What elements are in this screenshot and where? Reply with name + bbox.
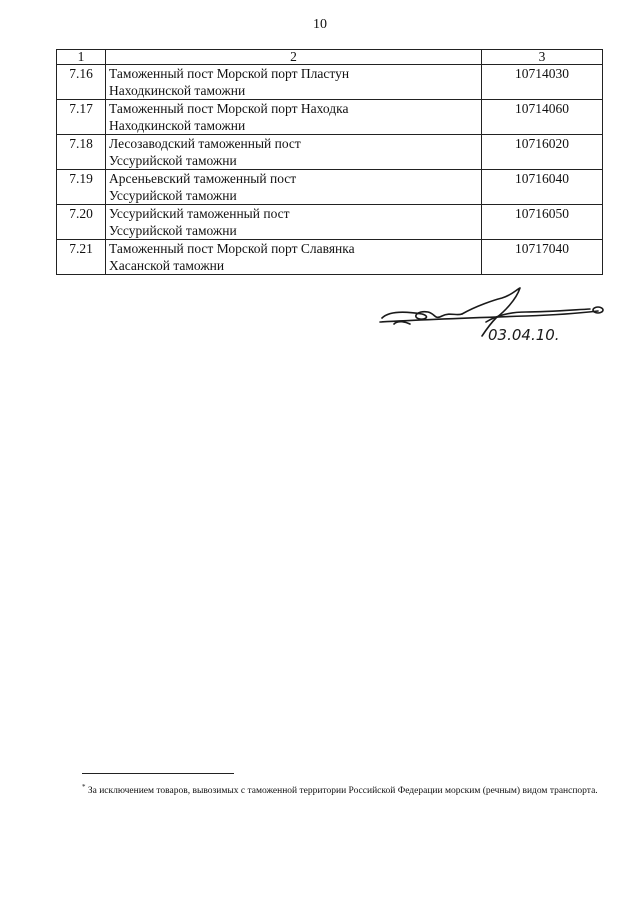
footnote-marker: * [82, 783, 86, 791]
name-line: Уссурийской таможни [109, 223, 237, 238]
customs-post-code: 10716040 [482, 170, 603, 205]
handwritten-signature [376, 286, 606, 351]
row-number: 7.16 [57, 65, 106, 100]
row-number: 7.17 [57, 100, 106, 135]
table-row [57, 135, 603, 170]
signature-date: 03.04.10. [488, 326, 560, 344]
page-number: 10 [313, 17, 327, 32]
name-line: Арсеньевский таможенный пост [109, 171, 297, 186]
signature-drawing [376, 286, 606, 346]
table-row [57, 240, 603, 275]
customs-post-code: 10714030 [482, 65, 603, 100]
column-header-3: 3 [482, 50, 603, 65]
footnote [82, 781, 612, 798]
row-number: 7.19 [57, 170, 106, 205]
name-line: Таможенный пост Морской порт Находка [109, 101, 349, 116]
name-line: Хасанской таможни [109, 258, 225, 273]
table-row [57, 205, 603, 240]
name-line: Таможенный пост Морской порт Славянка [109, 241, 355, 256]
column-header-1: 1 [57, 50, 106, 65]
customs-post-name [106, 240, 482, 275]
row-number: 7.18 [57, 135, 106, 170]
footnote-text: За исключением товаров, вывозимых с таможенной территории Российской Федерации морским (речным) видом транспорта. [87, 786, 598, 797]
name-line: Лесозаводский таможенный пост [109, 136, 301, 151]
name-line: Находкинской таможни [109, 83, 246, 98]
customs-post-code: 10717040 [482, 240, 603, 275]
row-number: 7.21 [57, 240, 106, 275]
customs-post-code: 10714060 [482, 100, 603, 135]
column-header-2: 2 [106, 50, 482, 65]
table-header-row [57, 50, 603, 65]
name-line: Таможенный пост Морской порт Пластун [109, 66, 350, 81]
customs-post-code: 10716020 [482, 135, 603, 170]
customs-post-name [106, 205, 482, 240]
table-row [57, 65, 603, 100]
table-row [57, 100, 603, 135]
customs-post-name [106, 170, 482, 205]
name-line: Уссурийской таможни [109, 188, 237, 203]
customs-post-name [106, 65, 482, 100]
footnote-divider [82, 773, 234, 774]
customs-post-name [106, 100, 482, 135]
name-line: Уссурийский таможенный пост [109, 206, 290, 221]
row-number: 7.20 [57, 205, 106, 240]
name-line: Уссурийской таможни [109, 153, 237, 168]
customs-posts-table [56, 49, 603, 275]
customs-post-code: 10716050 [482, 205, 603, 240]
table-row [57, 170, 603, 205]
customs-post-name [106, 135, 482, 170]
name-line: Находкинской таможни [109, 118, 246, 133]
